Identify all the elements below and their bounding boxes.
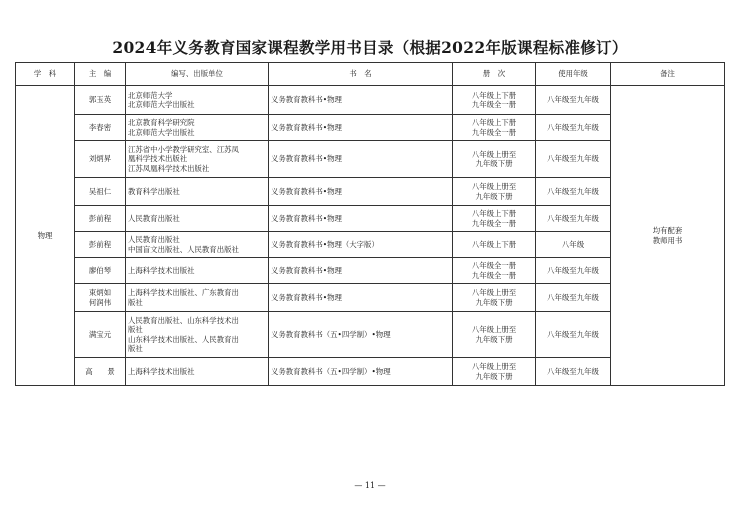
book-title-cell: 义务教育教科书•物理 — [269, 141, 453, 178]
book-title-cell: 义务教育教科书•物理 — [269, 284, 453, 312]
header-note: 备注 — [611, 63, 725, 86]
book-title-cell: 义务教育教科书•物理 — [269, 86, 453, 115]
volume-cell: 八年级上册至 九年级下册 — [453, 312, 536, 358]
volume-cell: 八年级上册至 九年级下册 — [453, 358, 536, 386]
editor-cell: 李春密 — [75, 115, 126, 141]
grade-cell: 八年级至九年级 — [536, 86, 611, 115]
publisher-cell: 上海科学技术出版社 — [126, 258, 269, 284]
publisher-cell: 人民教育出版社 中国盲文出版社、人民教育出版社 — [126, 232, 269, 258]
header-editor: 主 编 — [75, 63, 126, 86]
grade-cell: 八年级至九年级 — [536, 206, 611, 232]
book-title-cell: 义务教育教科书•物理（大字版） — [269, 232, 453, 258]
textbook-catalog-table — [15, 62, 725, 386]
table-row — [16, 86, 725, 115]
header-publisher: 编写、出版单位 — [126, 63, 269, 86]
book-title-cell: 义务教育教科书•物理 — [269, 115, 453, 141]
publisher-cell: 教育科学出版社 — [126, 178, 269, 206]
header-row — [16, 63, 725, 86]
volume-cell: 八年级上下册 九年级全一册 — [453, 86, 536, 115]
header-volume: 册 次 — [453, 63, 536, 86]
grade-cell: 八年级至九年级 — [536, 258, 611, 284]
grade-cell: 八年级至九年级 — [536, 284, 611, 312]
header-subject: 学 科 — [16, 63, 75, 86]
book-title-cell: 义务教育教科书（五•四学制）•物理 — [269, 312, 453, 358]
grade-cell: 八年级至九年级 — [536, 115, 611, 141]
volume-cell: 八年级上册至 九年级下册 — [453, 284, 536, 312]
publisher-cell: 上海科学技术出版社、广东教育出 版社 — [126, 284, 269, 312]
grade-cell: 八年级至九年级 — [536, 312, 611, 358]
editor-cell: 束炳如 何润伟 — [75, 284, 126, 312]
grade-cell: 八年级至九年级 — [536, 141, 611, 178]
grade-cell: 八年级 — [536, 232, 611, 258]
page-title: 2024年义务教育国家课程教学用书目录（根据2022年版课程标准修订） — [112, 38, 628, 57]
editor-cell: 高 景 — [75, 358, 126, 386]
editor-cell: 刘炳昇 — [75, 141, 126, 178]
publisher-cell: 江苏省中小学教学研究室、江苏凤 凰科学技术出版社 江苏凤凰科学技术出版社 — [126, 141, 269, 178]
editor-cell: 郭玉英 — [75, 86, 126, 115]
volume-cell: 八年级全一册 九年级全一册 — [453, 258, 536, 284]
book-title-cell: 义务教育教科书•物理 — [269, 178, 453, 206]
subject-cell: 物理 — [16, 86, 75, 386]
editor-cell: 彭前程 — [75, 232, 126, 258]
publisher-cell: 人民教育出版社、山东科学技术出 版社 山东科学技术出版社、人民教育出 版社 — [126, 312, 269, 358]
header-grade: 使用年级 — [536, 63, 611, 86]
header-book-title: 书 名 — [269, 63, 453, 86]
volume-cell: 八年级上下册 九年级全一册 — [453, 206, 536, 232]
grade-cell: 八年级至九年级 — [536, 358, 611, 386]
publisher-cell: 上海科学技术出版社 — [126, 358, 269, 386]
editor-cell: 满宝元 — [75, 312, 126, 358]
editor-cell: 廖伯琴 — [75, 258, 126, 284]
volume-cell: 八年级上下册 九年级全一册 — [453, 115, 536, 141]
volume-cell: 八年级上下册 — [453, 232, 536, 258]
book-title-cell: 义务教育教科书（五•四学制）•物理 — [269, 358, 453, 386]
editor-cell: 吴祖仁 — [75, 178, 126, 206]
publisher-cell: 北京教育科学研究院 北京师范大学出版社 — [126, 115, 269, 141]
editor-cell: 彭前程 — [75, 206, 126, 232]
publisher-cell: 北京师范大学 北京师范大学出版社 — [126, 86, 269, 115]
publisher-cell: 人民教育出版社 — [126, 206, 269, 232]
page-number: — 11 — — [354, 481, 386, 490]
book-title-cell: 义务教育教科书•物理 — [269, 258, 453, 284]
volume-cell: 八年级上册至 九年级下册 — [453, 178, 536, 206]
book-title-cell: 义务教育教科书•物理 — [269, 206, 453, 232]
grade-cell: 八年级至九年级 — [536, 178, 611, 206]
volume-cell: 八年级上册至 九年级下册 — [453, 141, 536, 178]
note-cell: 均有配套 教师用书 — [611, 86, 725, 386]
